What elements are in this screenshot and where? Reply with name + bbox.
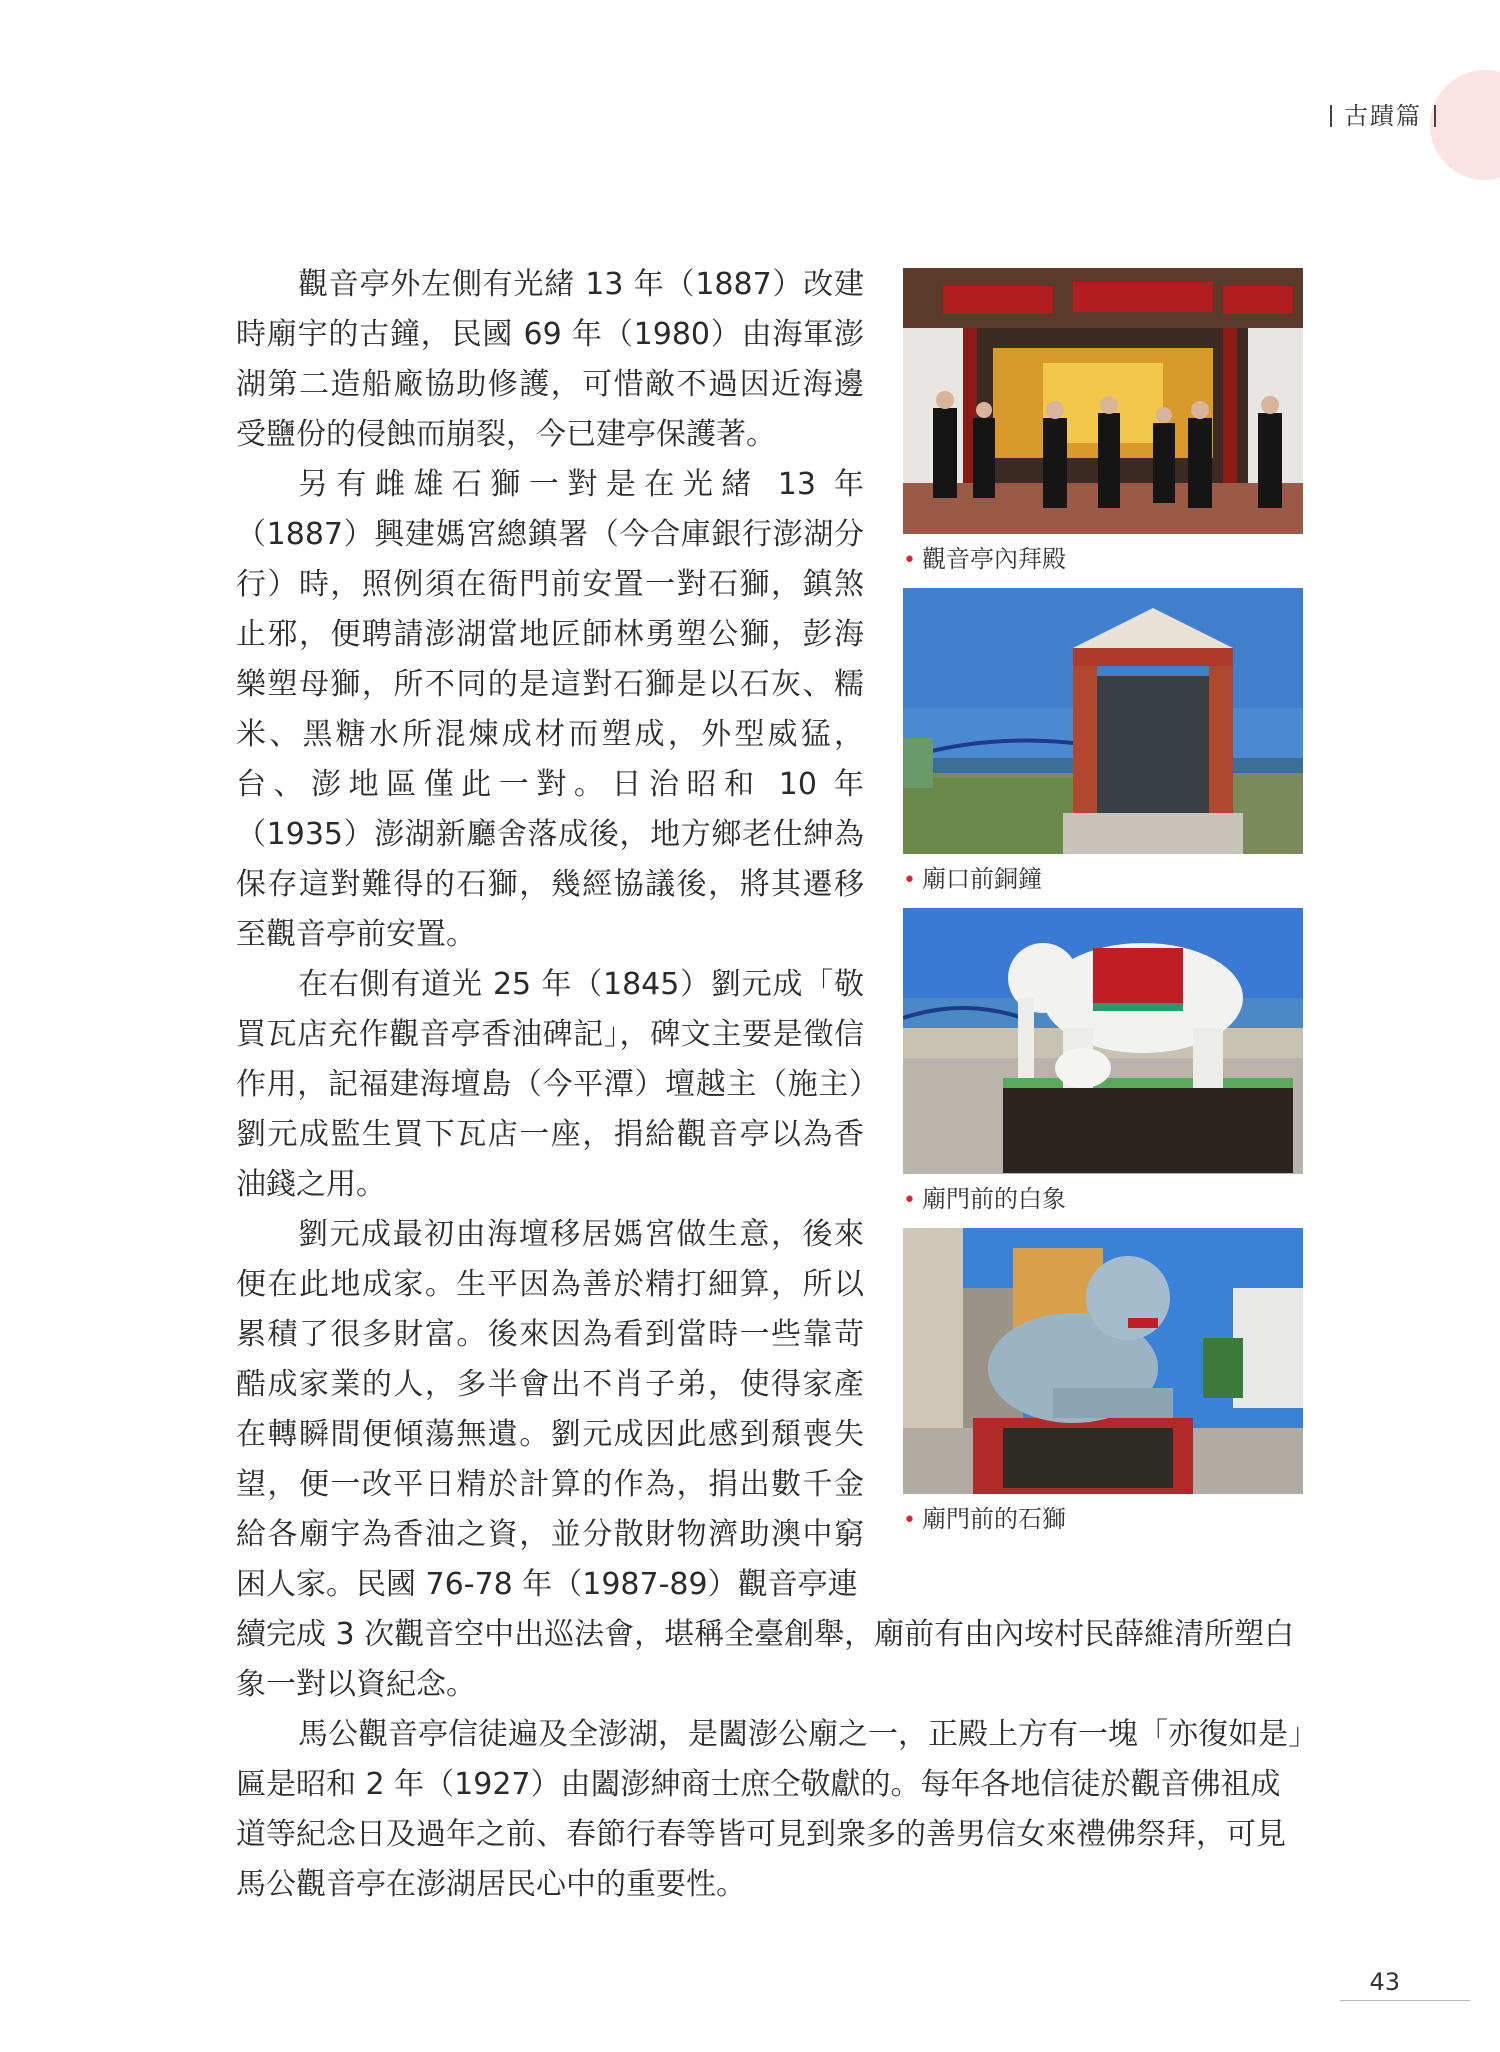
photo-block-2	[903, 588, 1303, 906]
photo-caption-2	[903, 862, 1303, 906]
caption-text: 廟口前銅鐘	[921, 865, 1042, 893]
bullet-icon: •	[903, 548, 916, 573]
page-number-rule	[1340, 2000, 1470, 2001]
bullet-icon: •	[903, 868, 916, 893]
section-header	[1318, 96, 1448, 131]
paragraph-conclusion: 馬公觀音亭信徒遍及全澎湖，是闔澎公廟之一，正殿上方有一塊「亦復如是」匾是昭和 2 年（1927）由闔澎紳商士庶仝敬獻的。每年各地信徒於觀音佛祖成道等紀念日及過年之前、春節行春等皆可見到衆多的善男信女來禮佛祭拜，可見馬公觀音亭在澎湖居民心中的重要性。	[236, 1717, 1303, 1902]
header-divider-left	[1330, 105, 1332, 127]
photo-block-1	[903, 268, 1303, 586]
photo-block-4	[903, 1228, 1303, 1546]
temple-hall-photo	[903, 268, 1303, 534]
section-title: 古蹟篇	[1344, 102, 1422, 130]
paragraph-stone-lions: 另有雌雄石獅一對是在光緒 13 年（1887）興建媽宮總鎮署（今合庫銀行澎湖分行）時，照例須在衙門前安置一對石獅，鎮煞止邪，便聘請澎湖當地匠師林勇塑公獅，彭海樂塑母獅，所不同的是這對石獅是以石灰、糯米、黑糖水所混煉成材而塑成，外型威猛，台、澎地區僅此一對。日治昭和 10 年（1935）澎湖新廳舍落成後，地方鄉老仕紳為保存這對難得的石獅，幾經協議後，將其遷移至觀音亭前安置。	[236, 467, 864, 952]
header-divider-right	[1434, 105, 1436, 127]
white-elephant-photo	[903, 908, 1303, 1174]
paragraph-bell: 觀音亭外左側有光緒 13 年（1887）改建時廟宇的古鐘，民國 69 年（1980）由海軍澎湖第二造船廠協助修護，可惜敵不過因近海邊受鹽份的侵蝕而崩裂，今已建亭保護著。	[236, 267, 864, 452]
bell-pavilion-photo	[903, 588, 1303, 854]
photo-caption-1	[903, 542, 1303, 586]
paragraph-liu-yuancheng: 劉元成最初由海壇移居媽宮做生意，後來便在此地成家。生平因為善於精打細算，所以累積了很多財富。後來因為看到當時一些靠苛酷成家業的人，多半會出不肖子弟，使得家產在轉瞬間便傾蕩無遺。劉元成因此感到頹喪失望，便一改平日精於計算的作為，捐出數千金給各廟宇為香油之資，並分散財物濟助澳中窮困人家。民國 76-78 年（1987-89）觀音亭連	[236, 1217, 864, 1602]
bullet-icon: •	[903, 1188, 916, 1213]
photo-block-3	[903, 908, 1303, 1226]
caption-text: 廟門前的白象	[921, 1185, 1066, 1213]
photo-caption-4	[903, 1502, 1303, 1546]
paragraph-stele: 在右側有道光 25 年（1845）劉元成「敬買瓦店充作觀音亭香油碑記」，碑文主要是徵信作用，記福建海壇島（今平潭）壇越主（施主）劉元成監生買下瓦店一座，捐給觀音亭以為香油錢之用。	[236, 967, 864, 1202]
page-number: 43	[1369, 1968, 1400, 1996]
stone-lion-photo	[903, 1228, 1303, 1494]
paragraph-liu-yuancheng-continued: 續完成 3 次觀音空中出巡法會，堪稱全臺創舉，廟前有由內垵村民薛維清所塑白象一對以資紀念。	[236, 1617, 1295, 1702]
caption-text: 廟門前的石獅	[921, 1505, 1066, 1533]
photo-caption-3	[903, 1182, 1303, 1226]
bullet-icon: •	[903, 1508, 916, 1533]
caption-text: 觀音亭內拜殿	[921, 545, 1066, 573]
